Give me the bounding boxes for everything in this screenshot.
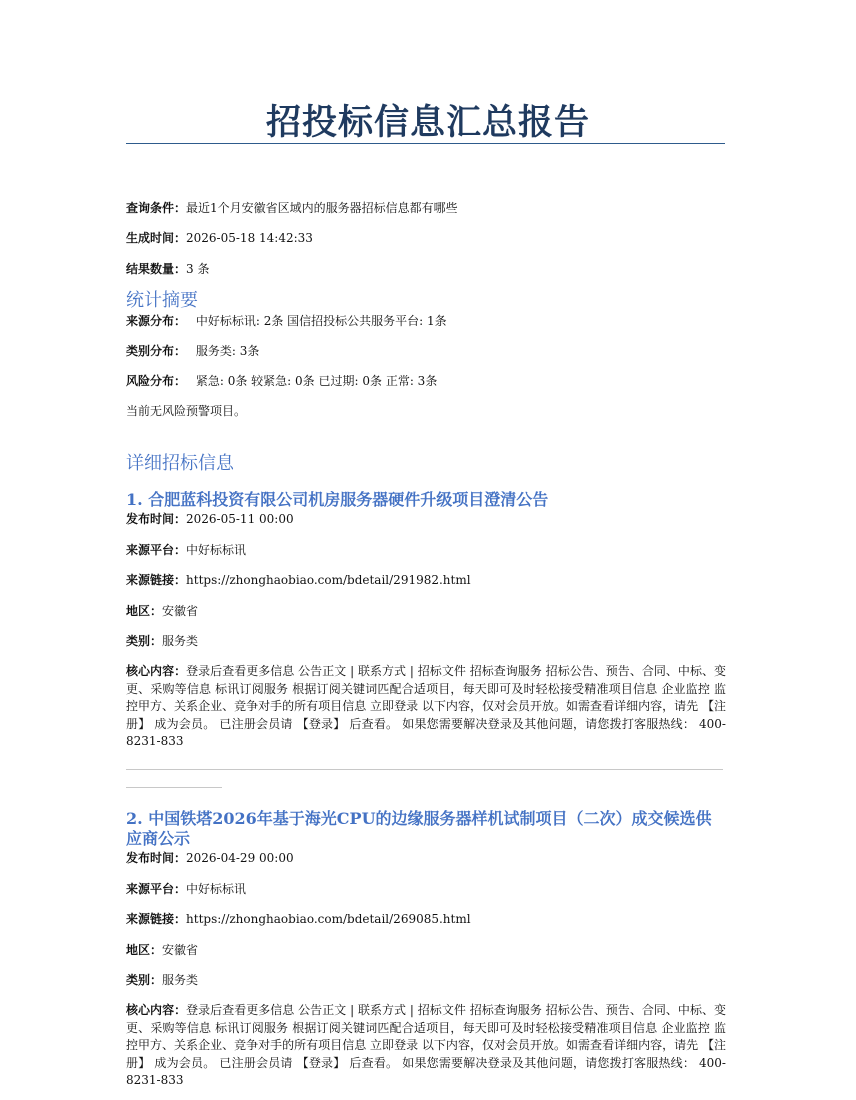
generated-time-row: [126, 230, 726, 246]
item-category-row: [126, 633, 726, 649]
risk-item: 较紧急: 0条: [251, 374, 315, 388]
item-platform-row: [126, 542, 726, 558]
source-item: 国信招投标公共服务平台: 1条: [287, 314, 447, 328]
publish-label: 发布时间：: [126, 851, 187, 865]
generated-time-label: 生成时间：: [126, 231, 187, 245]
risk-item: 正常: 3条: [385, 374, 438, 388]
item-title: 1. 合肥蓝科投资有限公司机房服务器硬件升级项目澄清公告: [126, 490, 549, 509]
details-heading: 详细招标信息: [126, 453, 234, 474]
risk-distribution-row: [126, 373, 726, 389]
result-count-row: [126, 261, 726, 277]
region-label: 地区：: [126, 604, 163, 618]
platform-label: 来源平台：: [126, 543, 187, 557]
publish-label: 发布时间：: [126, 512, 187, 526]
region-value: 安徽省: [162, 943, 199, 957]
category-value: 服务类: [162, 634, 199, 648]
risk-distribution-label: 风险分布：: [126, 374, 187, 388]
report-title: 招投标信息汇总报告: [265, 102, 590, 143]
risk-note: 当前无风险预警项目。: [126, 404, 247, 418]
content-label: 核心内容：: [126, 664, 187, 678]
item-category-row: [126, 972, 726, 988]
query-condition-value: 最近1个月安徽省区域内的服务器招标信息都有哪些: [186, 201, 458, 215]
platform-label: 来源平台：: [126, 882, 187, 896]
link-label: 来源链接：: [126, 573, 187, 587]
source-item: 中好标标讯: 2条: [195, 314, 284, 328]
source-distribution-label: 来源分布：: [126, 314, 187, 328]
category-value: 服务类: [162, 973, 199, 987]
risk-item: 紧急: 0条: [195, 374, 248, 388]
region-label: 地区：: [126, 943, 163, 957]
link-label: 来源链接：: [126, 912, 187, 926]
item-region-row: [126, 603, 726, 619]
category-distribution-row: [126, 343, 726, 359]
result-count-value: 3 条: [186, 262, 210, 276]
item-publish-row: [126, 850, 726, 866]
item-divider-short: [126, 787, 222, 788]
item-content: [126, 663, 726, 751]
item-link-row: [126, 911, 726, 927]
category-label: 类别：: [126, 973, 163, 987]
title-underline: [126, 143, 725, 144]
region-value: 安徽省: [162, 604, 199, 618]
item-link-row: [126, 572, 726, 588]
content-label: 核心内容：: [126, 1003, 187, 1017]
publish-value: 2026-04-29 00:00: [186, 851, 294, 865]
category-item: 服务类: 3条: [195, 344, 260, 358]
category-label: 类别：: [126, 634, 163, 648]
publish-value: 2026-05-11 00:00: [186, 512, 294, 526]
content-value: 登录后查看更多信息 公告正文 | 联系方式 | 招标文件 招标查询服务 招标公告、预告、合同、中标、变更、采购等信息 标讯订阅服务 根据订阅关键词匹配合适项目，每天即可及时轻松接受精准项目信息 企业监控 监控甲方、关系企业、竞争对手的所有项目信息 立即登录 以下内容，仅对会员开放。如需查看详细内容，请先 【注册】 成为会员。 已注册会员请 【登录】 后查看。 如果您需要解决登录及其他问题，请您拨打客服热线： 400-8231-833: [126, 1003, 726, 1087]
item-platform-row: [126, 881, 726, 897]
category-distribution-label: 类别分布：: [126, 344, 187, 358]
summary-heading: 统计摘要: [126, 290, 198, 311]
source-distribution-row: [126, 313, 726, 329]
result-count-label: 结果数量：: [126, 262, 187, 276]
content-value: 登录后查看更多信息 公告正文 | 联系方式 | 招标文件 招标查询服务 招标公告、预告、合同、中标、变更、采购等信息 标讯订阅服务 根据订阅关键词匹配合适项目，每天即可及时轻松接受精准项目信息 企业监控 监控甲方、关系企业、竞争对手的所有项目信息 立即登录 以下内容，仅对会员开放。如需查看详细内容，请先 【注册】 成为会员。 已注册会员请 【登录】 后查看。 如果您需要解决登录及其他问题，请您拨打客服热线： 400-8231-833: [126, 664, 726, 748]
query-condition-label: 查询条件：: [126, 201, 187, 215]
risk-item: 已过期: 0条: [318, 374, 382, 388]
source-link[interactable]: https://zhonghaobiao.com/bdetail/291982.html: [186, 573, 471, 587]
item-title: 2. 中国铁塔2026年基于海光CPU的边缘服务器样机试制项目（二次）成交候选供应商公示: [126, 809, 712, 848]
item-publish-row: [126, 511, 726, 527]
item-content: [126, 1002, 726, 1090]
generated-time-value: 2026-05-18 14:42:33: [186, 231, 313, 245]
platform-value: 中好标标讯: [186, 882, 247, 896]
platform-value: 中好标标讯: [186, 543, 247, 557]
query-condition-row: [126, 200, 726, 216]
item-region-row: [126, 942, 726, 958]
item-divider: [126, 769, 723, 770]
source-link[interactable]: https://zhonghaobiao.com/bdetail/269085.html: [186, 912, 471, 926]
